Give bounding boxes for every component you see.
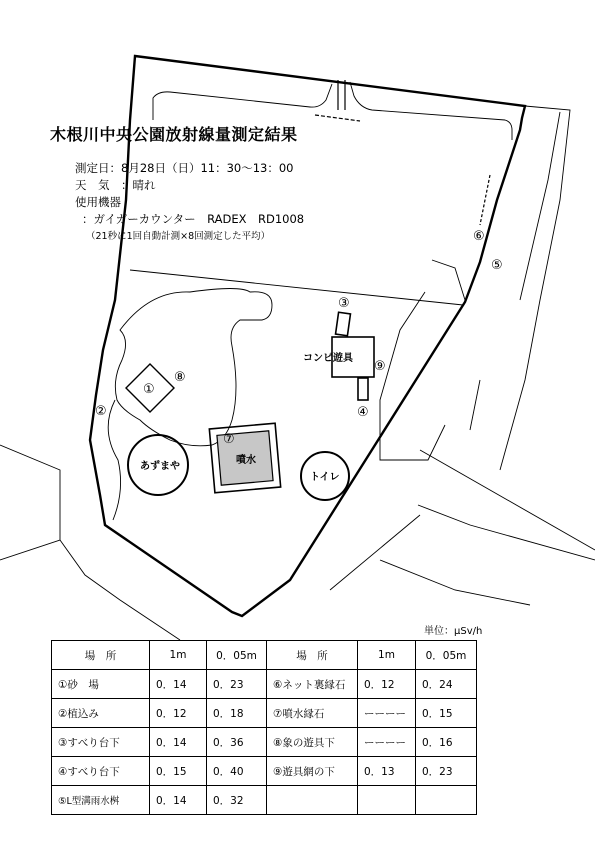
location-cell [267,786,358,815]
value-005m-cell: 0．18 [207,699,267,728]
location-cell: ⑥ネット裏縁石 [267,670,358,699]
header-cell: 1m [358,641,416,670]
value-005m-cell: 0．32 [207,786,267,815]
value-1m-cell: 0．12 [150,699,207,728]
unit-label: 単位：μSv/h [424,626,483,637]
marker-1: ① [143,382,155,397]
inner-road [130,270,463,305]
toilet-label: トイレ [310,472,340,483]
value-005m-cell: 0．24 [416,670,477,699]
value-005m-cell: 0．15 [416,699,477,728]
value-1m-cell: 0．14 [150,786,207,815]
value-1m-cell: 0．12 [358,670,416,699]
marker-5: ⑤ [491,258,503,273]
marker-8: ⑧ [174,370,186,385]
measure-note: （21秒に1回自動計測×8回測定した平均） [86,231,271,242]
value-1m-cell: 0．14 [150,670,207,699]
value-005m-cell: 0．36 [207,728,267,757]
table-row [52,670,477,699]
table-row [52,728,477,757]
combi-label: コンビ遊具 [303,353,353,364]
marker-4: ④ [357,405,369,420]
measure-date: 測定日：8月28日（日）11：30〜13：00 [75,161,294,175]
weather: 天 気 ：晴れ [75,178,156,192]
header-cell: 0．05m [416,641,477,670]
location-cell: ⑧象の遊具下 [267,728,358,757]
header-cell: 場 所 [267,641,358,670]
device-name: ：ガイガーカウンター RADEX RD1008 [82,212,305,226]
header-cell: 1m [150,641,207,670]
location-cell: ⑤L型溝雨水桝 [52,786,150,815]
table-header-row [52,641,477,670]
marker-7: ⑦ [223,432,235,447]
value-1m-cell: 0．13 [358,757,416,786]
marker-9: ⑨ [374,359,386,374]
value-1m-cell: ーーーー [358,699,416,728]
table-row [52,757,477,786]
combi-slide-top [336,312,351,335]
value-005m-cell: 0．23 [207,670,267,699]
value-005m-cell: 0．16 [416,728,477,757]
bush-outline [115,289,272,446]
marker-3: ③ [338,296,350,311]
value-1m-cell [358,786,416,815]
value-1m-cell: 0．14 [150,728,207,757]
measurement-table [51,640,477,815]
location-cell: ①砂 場 [52,670,150,699]
location-cell: ⑨遊具網の下 [267,757,358,786]
marker-6: ⑥ [473,229,485,244]
location-cell: ⑦噴水縁石 [267,699,358,728]
marker-2: ② [95,404,107,419]
location-cell: ④すべり台下 [52,757,150,786]
value-1m-cell: ーーーー [358,728,416,757]
header-cell: 0．05m [207,641,267,670]
location-cell: ③すべり台下 [52,728,150,757]
value-005m-cell: 0．40 [207,757,267,786]
header-cell: 場 所 [52,641,150,670]
value-1m-cell: 0．15 [150,757,207,786]
value-005m-cell: 0．23 [416,757,477,786]
azumaya-label: あずまや [140,461,180,472]
page-title: 木根川中央公園放射線量測定結果 [50,125,298,144]
fountain-label: 噴水 [236,455,256,466]
table-row [52,699,477,728]
value-005m-cell [416,786,477,815]
location-cell: ②植込み [52,699,150,728]
combi-slide-bottom [358,378,368,400]
equipment-label: 使用機器 [75,195,121,209]
table-row [52,786,477,815]
